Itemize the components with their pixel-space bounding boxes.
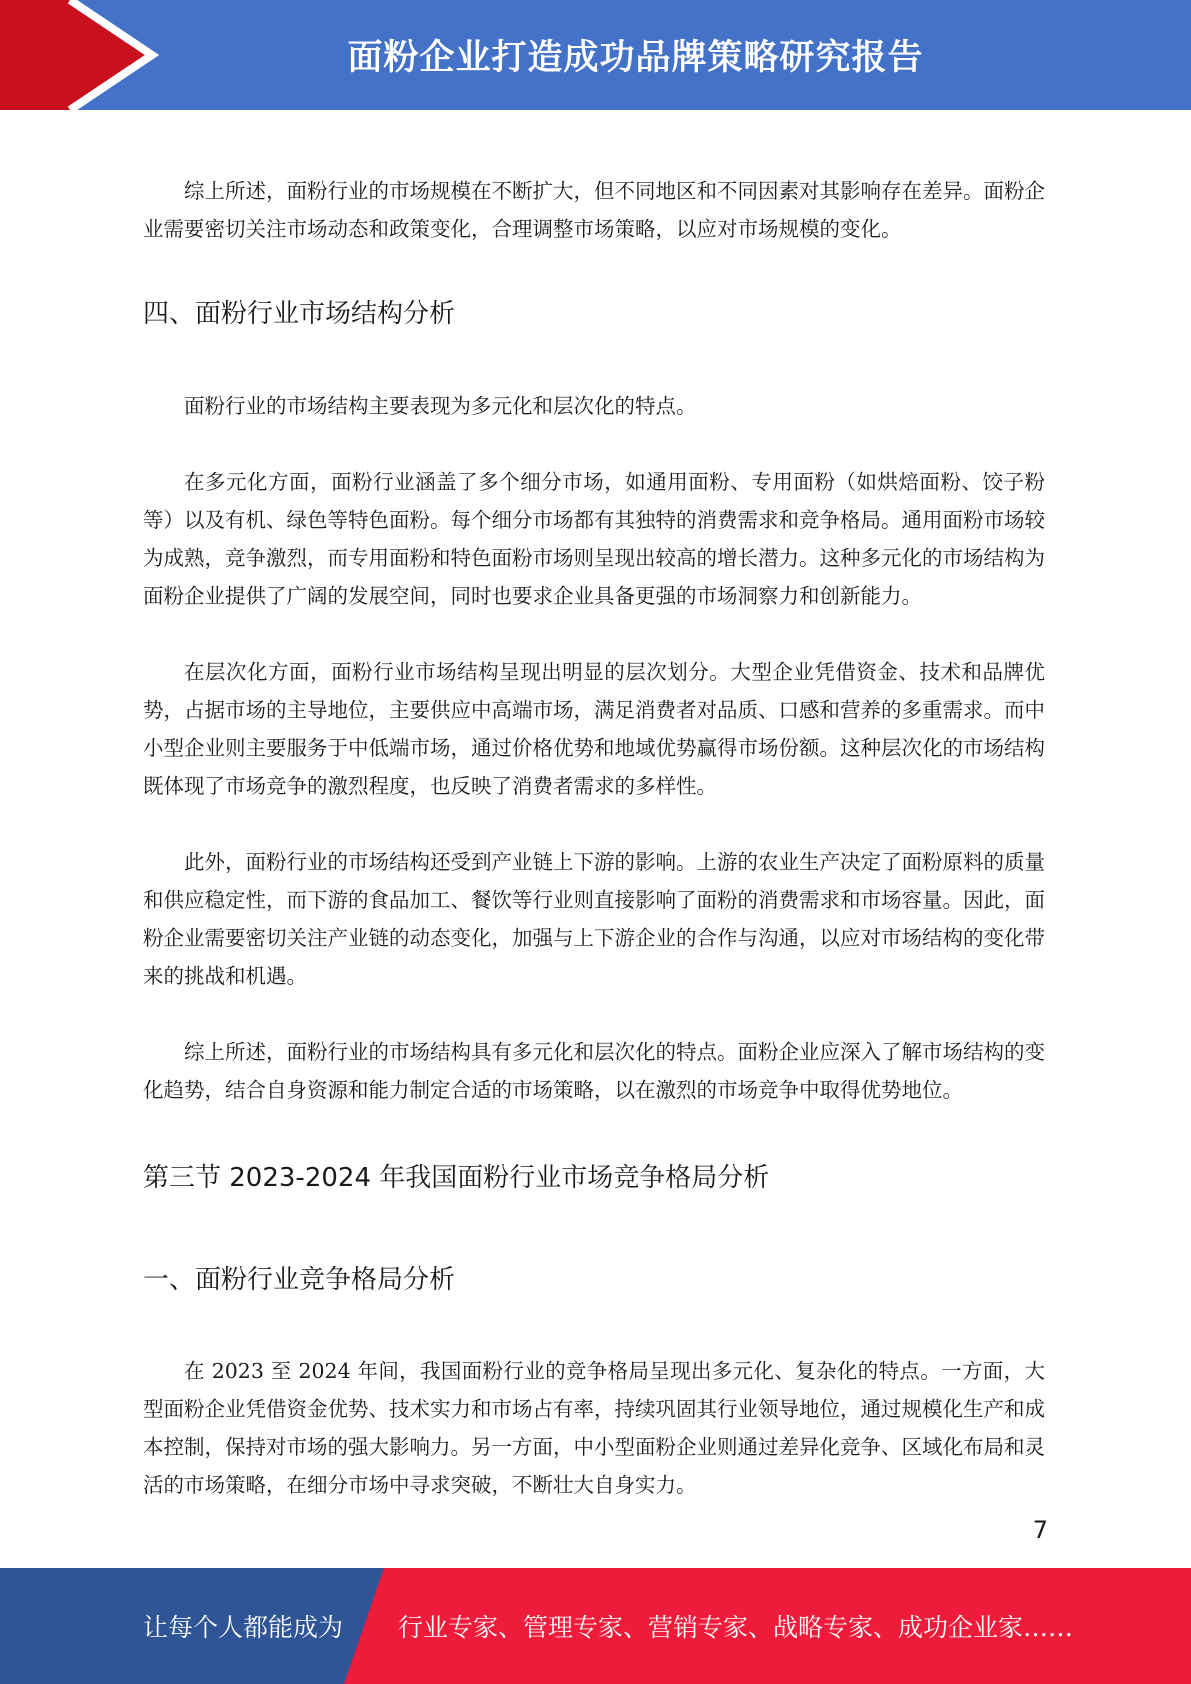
paragraph-summary-scale: 综上所述，面粉行业的市场规模在不断扩大，但不同地区和不同因素对其影响存在差异。面粉企业需要密切关注市场动态和政策变化，合理调整市场策略，以应对市场规模的变化。	[143, 179, 1045, 241]
footer-slogan-left: 让每个人都能成为	[143, 1613, 344, 1642]
paragraph-structure-intro: 面粉行业的市场结构主要表现为多元化和层次化的特点。	[184, 394, 697, 418]
paragraph-structure-summary: 综上所述，面粉行业的市场结构具有多元化和层次化的特点。面粉企业应深入了解市场结构的变化趋势，结合自身资源和能力制定合适的市场策略，以在激烈的市场竞争中取得优势地位。	[143, 1040, 1045, 1102]
page-number: 7	[1032, 1516, 1048, 1544]
footer-banner	[0, 1568, 1191, 1684]
footer-slogan-right: 行业专家、管理专家、营销专家、战略专家、成功企业家……	[398, 1613, 1074, 1642]
paragraph-competition: 在 2023 至 2024 年间，我国面粉行业的竞争格局呈现出多元化、复杂化的特点。一方面，大型面粉企业凭借资金优势、技术实力和市场占有率，持续巩固其行业领导地位，通过规模化生产和成本控制，保持对市场的强大影响力。另一方面，中小型面粉企业则通过差异化竞争、区域化布局和灵活的市场策略，在细分市场中寻求突破，不断壮大自身实力。	[143, 1359, 1045, 1497]
paragraph-supply-chain: 此外，面粉行业的市场结构还受到产业链上下游的影响。上游的农业生产决定了面粉原料的质量和供应稳定性，而下游的食品加工、餐饮等行业则直接影响了面粉的消费需求和市场容量。因此，面粉企业需要密切关注产业链的动态变化，加强与上下游企业的合作与沟通，以应对市场结构的变化带来的挑战和机遇。	[143, 850, 1045, 988]
paragraph-diversification: 在多元化方面，面粉行业涵盖了多个细分市场，如通用面粉、专用面粉（如烘焙面粉、饺子粉等）以及有机、绿色等特色面粉。每个细分市场都有其独特的消费需求和竞争格局。通用面粉市场较为成熟，竞争激烈，而专用面粉和特色面粉市场则呈现出较高的增长潜力。这种多元化的市场结构为面粉企业提供了广阔的发展空间，同时也要求企业具备更强的市场洞察力和创新能力。	[143, 470, 1045, 608]
chapter-heading-competition: 第三节 2023-2024 年我国面粉行业市场竞争格局分析	[143, 1163, 770, 1193]
chevron-arrow-icon	[0, 0, 160, 110]
section-heading-market-structure: 四、面粉行业市场结构分析	[143, 299, 456, 329]
header-banner	[0, 0, 1191, 110]
section-heading-competition: 一、面粉行业竞争格局分析	[143, 1265, 456, 1295]
paragraph-stratification: 在层次化方面，面粉行业市场结构呈现出明显的层次划分。大型企业凭借资金、技术和品牌优势，占据市场的主导地位，主要供应中高端市场，满足消费者对品质、口感和营养的多重需求。而中小型企业则主要服务于中低端市场，通过价格优势和地域优势赢得市场份额。这种层次化的市场结构既体现了市场竞争的激烈程度，也反映了消费者需求的多样性。	[143, 660, 1045, 798]
report-title: 面粉企业打造成功品牌策略研究报告	[347, 38, 924, 78]
